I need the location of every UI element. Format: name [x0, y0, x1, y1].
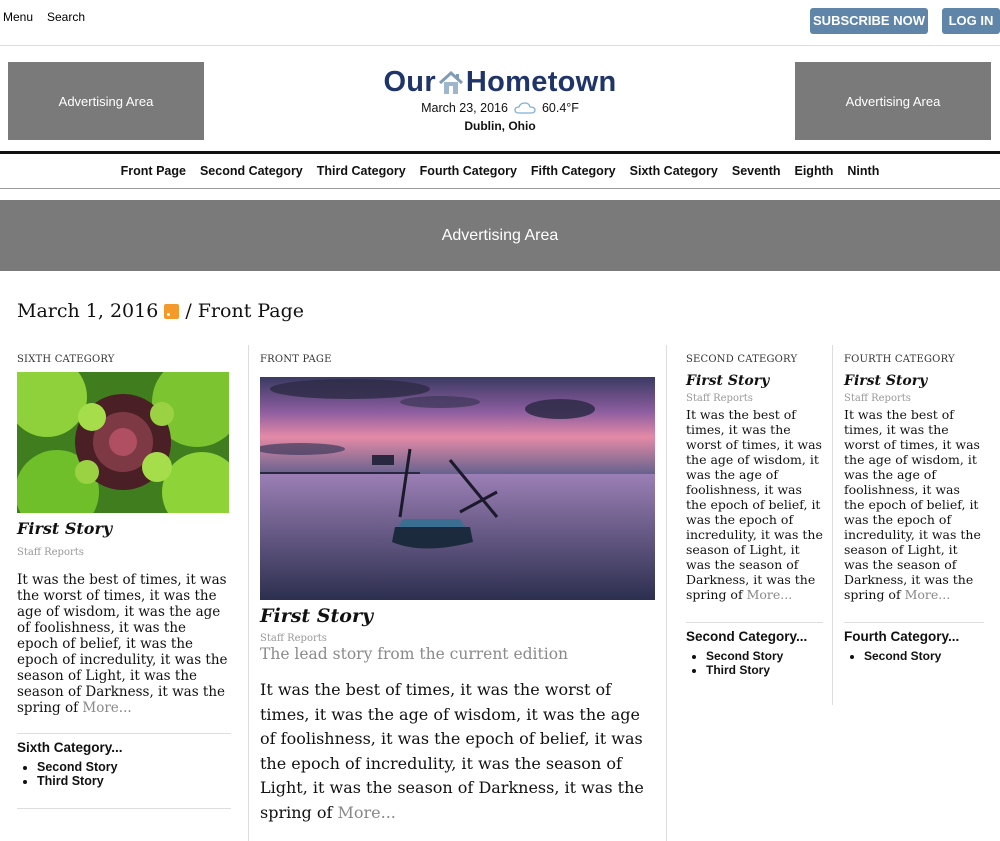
menu-link[interactable]: Menu: [3, 10, 34, 24]
story-byline: Staff Reports: [260, 633, 327, 644]
top-bar: [0, 0, 1000, 46]
section-list: [844, 649, 984, 663]
story-excerpt: [686, 407, 823, 602]
section-box: [17, 733, 231, 788]
temperature: 60.4°F: [541, 101, 579, 115]
excerpt-text: It was the best of times, it was the worst of times, it was the age of wisdom, it was the age of foolishness, it was the epoch of belief, it was the epoch of incredulity, it was the season of Light, it was the season of Darkness, it was the spring of: [260, 680, 644, 822]
site-logo[interactable]: [300, 66, 700, 133]
section-title[interactable]: Fourth Category...: [844, 629, 960, 644]
nav-eighth[interactable]: Eighth: [794, 164, 834, 178]
story-excerpt: [17, 572, 231, 716]
story-byline: Staff Reports: [17, 547, 84, 558]
nav-seventh[interactable]: Seventh: [731, 164, 781, 178]
city-name: Dublin, Ohio: [464, 119, 536, 133]
section-item[interactable]: • Second Story: [37, 760, 231, 774]
login-button[interactable]: LOG IN: [942, 8, 1000, 34]
logo-text-our: Our: [383, 66, 436, 98]
logo-text-hometown: Hometown: [465, 66, 617, 98]
story-title[interactable]: First Story: [260, 605, 374, 627]
column-divider: [832, 345, 833, 705]
ad-area-right[interactable]: Advertising Area: [795, 62, 991, 140]
section-divider: [17, 808, 231, 809]
story-image-kale[interactable]: [17, 372, 229, 513]
nav-sixth-category[interactable]: Sixth Category: [629, 164, 718, 178]
nav-ninth[interactable]: Ninth: [847, 164, 880, 178]
nav-second-category[interactable]: Second Category: [199, 164, 303, 178]
masthead-date: March 23, 2016: [421, 101, 508, 115]
category-nav: [0, 151, 1000, 189]
story-excerpt: [260, 678, 656, 825]
page-section: / Front Page: [185, 300, 305, 322]
section-box: [686, 622, 823, 677]
more-link[interactable]: More...: [746, 587, 793, 602]
ad-banner[interactable]: Advertising Area: [0, 200, 1000, 271]
more-link[interactable]: More...: [904, 587, 951, 602]
story-excerpt: [844, 407, 984, 602]
column-label: FRONT PAGE: [260, 354, 332, 365]
excerpt-text: It was the best of times, it was the worst of times, it was the age of wisdom, it was the age of foolishness, it was the epoch of belief, it was the epoch of incredulity, it was the season of Light, it was the season of Darkness, it was the spring of: [17, 572, 228, 716]
story-subtitle: The lead story from the current edition: [260, 645, 569, 663]
section-list: [17, 760, 231, 788]
column-divider: [666, 345, 667, 841]
nav-fifth-category[interactable]: Fifth Category: [530, 164, 616, 178]
excerpt-text: It was the best of times, it was the worst of times, it was the age of wisdom, it was the age of foolishness, it was the epoch of belief, it was the epoch of incredulity, it was the season of Light, it was the season of Darkness, it was the spring of: [686, 407, 823, 602]
ad-area-left[interactable]: Advertising Area: [8, 62, 204, 140]
subscribe-button[interactable]: SUBSCRIBE NOW: [810, 8, 928, 34]
section-list: [686, 649, 823, 677]
column-front-page: [260, 345, 656, 825]
story-title[interactable]: First Story: [17, 519, 113, 538]
story-title[interactable]: First Story: [844, 373, 928, 389]
nav-fourth-category[interactable]: Fourth Category: [419, 164, 517, 178]
edition-date: March 1, 2016: [17, 300, 159, 322]
section-title[interactable]: Second Category...: [686, 629, 808, 644]
cloud-icon: [514, 102, 536, 114]
section-item[interactable]: • Third Story: [37, 774, 231, 788]
column-second-category: [686, 345, 823, 677]
story-byline: Staff Reports: [686, 393, 753, 404]
column-label: SECOND CATEGORY: [686, 354, 798, 365]
section-item[interactable]: • Second Story: [706, 649, 823, 663]
section-title[interactable]: Sixth Category...: [17, 740, 123, 755]
page-heading: [17, 300, 304, 322]
search-link[interactable]: Search: [47, 10, 86, 24]
column-label: FOURTH CATEGORY: [844, 354, 955, 365]
column-divider: [248, 345, 249, 841]
excerpt-text: It was the best of times, it was the worst of times, it was the age of wisdom, it was the age of foolishness, it was the epoch of belief, it was the epoch of incredulity, it was the season of Light, it was the season of Darkness, it was the spring of: [844, 407, 981, 602]
section-item[interactable]: • Second Story: [864, 649, 984, 663]
more-link[interactable]: More...: [82, 700, 132, 716]
nav-third-category[interactable]: Third Category: [316, 164, 406, 178]
section-item[interactable]: • Third Story: [706, 663, 823, 677]
house-icon: [437, 69, 465, 97]
rss-icon[interactable]: [164, 304, 179, 319]
section-box: [844, 622, 984, 663]
nav-front-page[interactable]: Front Page: [120, 164, 186, 178]
story-title[interactable]: First Story: [686, 373, 770, 389]
column-fourth-category: [844, 345, 984, 663]
more-link[interactable]: More...: [337, 802, 396, 822]
column-sixth-category: [17, 345, 231, 809]
column-label: SIXTH CATEGORY: [17, 354, 115, 365]
story-image-sunset-boat[interactable]: [260, 377, 655, 600]
story-byline: Staff Reports: [844, 393, 911, 404]
